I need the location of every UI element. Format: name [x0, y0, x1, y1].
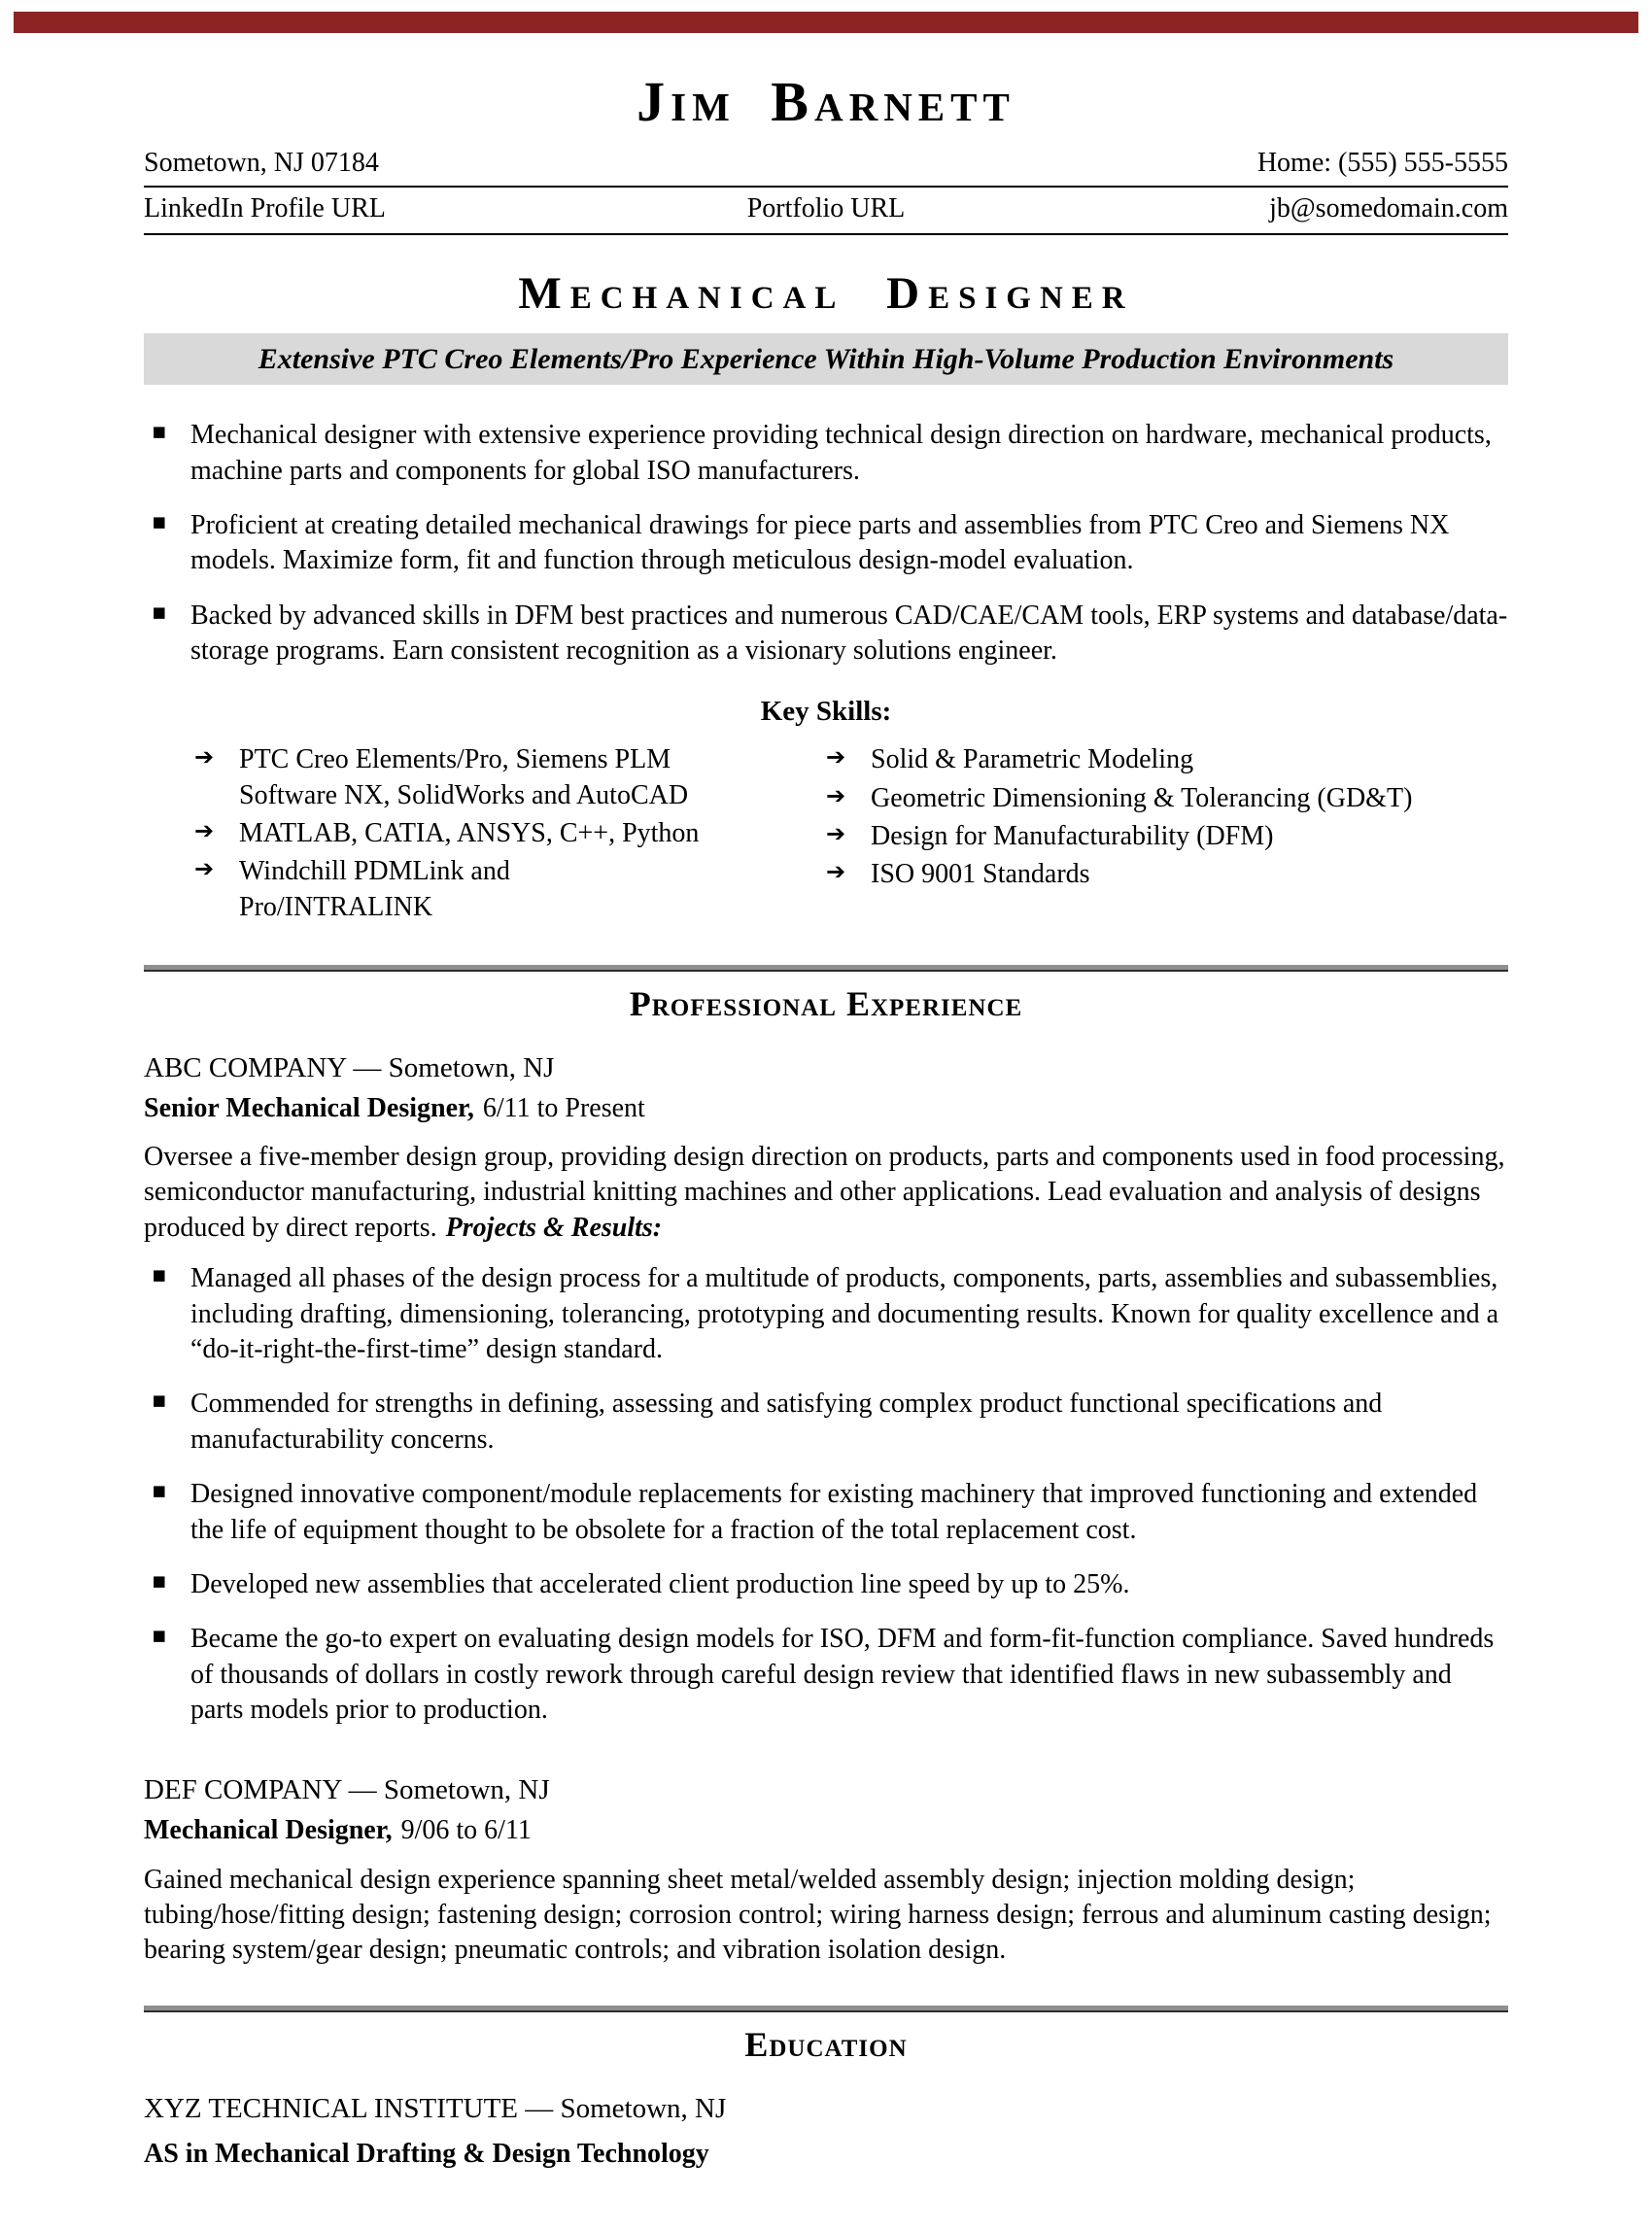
skill-item	[826, 819, 1508, 854]
section-divider	[144, 965, 1508, 972]
skill-text: ISO 9001 Standards	[871, 859, 1090, 890]
arrow-bullet-icon: ➔	[194, 855, 215, 883]
experience-heading: Professional Experience	[629, 984, 1023, 1024]
arrow-bullet-icon: ➔	[826, 781, 846, 809]
experience-bullet-text: Became the go-to expert on evaluating design models for ISO, DFM and form-fit-function compliance. Saved hundreds of thousands of dollars in costly rework through careful design review that identified flaws in new subassembly and parts models prior to production.	[190, 1624, 1495, 1726]
job-description-text: Oversee a five-member design group, providing design direction on products, parts and components used in food processing, semiconductor manufacturing, industrial knitting machines and other applications. Lead evaluation and analysis of designs produced by direct reports.	[144, 1141, 1505, 1243]
job-title-line	[144, 1813, 1508, 1848]
experience-bullet-text: Designed innovative component/module replacements for existing machinery that improved functioning and extended the life of equipment thought to be obsolete for a fraction of the total replacement cost.	[190, 1479, 1478, 1545]
resume-document	[0, 70, 1652, 2231]
skill-item	[194, 742, 826, 813]
experience-bullet-list	[144, 1261, 1508, 1728]
square-bullet-icon: ▪	[152, 1623, 167, 1649]
skill-item	[826, 742, 1508, 777]
square-bullet-icon: ▪	[152, 1388, 167, 1414]
resume-title: Mechanical Designer	[518, 267, 1134, 319]
job-entry	[144, 1772, 1508, 1968]
education-degree: AS in Mechanical Drafting & Design Technology	[144, 2139, 709, 2170]
contact-phone: Home: (555) 555-5555	[1256, 148, 1508, 178]
job-entry	[144, 1050, 1508, 1729]
skill-text: PTC Creo Elements/Pro, Siemens PLM Software NX, SolidWorks and AutoCAD	[239, 744, 689, 810]
candidate-name: Jim Barnett	[637, 70, 1015, 133]
linkedin-link[interactable]: LinkedIn Profile URL	[144, 193, 386, 224]
arrow-bullet-icon: ➔	[194, 816, 215, 844]
projects-results-label: Projects & Results:	[445, 1212, 663, 1243]
email-link[interactable]: jb@somedomain.com	[1269, 193, 1508, 224]
education-heading: Education	[744, 2024, 908, 2064]
accent-top-bar	[14, 12, 1638, 33]
summary-bullet-text: Mechanical designer with extensive experience providing technical design direction on hardware, mechanical products, machine parts and components for global ISO manufacturers.	[190, 420, 1492, 486]
summary-bullet	[144, 599, 1508, 669]
job-description-text: Gained mechanical design experience spanning sheet metal/welded assembly design; injection molding design; tubing/hose/fitting design; fastening design; corrosion control; wiring harness design; ferrous and aluminum casting design; bearing system/gear design; pneumatic controls; and vibration isolation design.	[144, 1864, 1492, 1966]
section-divider	[144, 2006, 1508, 2012]
arrow-bullet-icon: ➔	[826, 743, 846, 772]
summary-bullet	[144, 508, 1508, 579]
experience-bullet	[144, 1622, 1508, 1728]
skill-item	[194, 854, 826, 925]
skill-item	[826, 781, 1508, 816]
key-skills-right-column	[826, 742, 1508, 928]
experience-bullet-text: Commended for strengths in defining, assessing and satisfying complex product functional specifications and manufacturability concerns.	[190, 1389, 1383, 1455]
summary-bullet	[144, 418, 1508, 489]
job-description	[144, 1140, 1508, 1246]
summary-list	[144, 418, 1508, 669]
square-bullet-icon: ▪	[152, 1567, 167, 1594]
square-bullet-icon: ▪	[152, 1262, 167, 1288]
skill-item	[194, 816, 826, 851]
job-title: Mechanical Designer,	[144, 1815, 393, 1846]
skill-text: Design for Manufacturability (DFM)	[871, 820, 1274, 851]
arrow-bullet-icon: ➔	[194, 743, 215, 772]
contact-row-primary	[144, 146, 1508, 188]
key-skills-heading: Key Skills:	[760, 696, 892, 728]
company-name: ABC COMPANY — Sometown, NJ	[144, 1051, 555, 1083]
square-bullet-icon: ▪	[152, 419, 167, 445]
job-title: Senior Mechanical Designer,	[144, 1092, 474, 1123]
job-description	[144, 1863, 1508, 1969]
contact-location: Sometown, NJ 07184	[144, 148, 379, 178]
key-skills-section	[144, 742, 1508, 928]
experience-bullet-text: Developed new assemblies that accelerated client production line speed by up to 25%.	[190, 1568, 1130, 1599]
skill-item	[826, 857, 1508, 892]
company-name: DEF COMPANY — Sometown, NJ	[144, 1774, 550, 1806]
experience-bullet	[144, 1261, 1508, 1367]
key-skills-left-column	[194, 742, 826, 928]
contact-row-links	[144, 188, 1508, 234]
job-dates: 6/11 to Present	[482, 1092, 645, 1123]
experience-bullet-text: Managed all phases of the design process for a multitude of products, components, parts, assemblies and subassemblies, including drafting, dimensioning, tolerancing, prototyping and documenting results. Known for quality excellence and a “do-it-right-the-first-time” design standard.	[190, 1263, 1499, 1364]
portfolio-link[interactable]: Portfolio URL	[746, 193, 906, 224]
square-bullet-icon: ▪	[152, 508, 167, 534]
skill-text: Windchill PDMLink and Pro/INTRALINK	[239, 856, 510, 922]
experience-bullet	[144, 1477, 1508, 1548]
job-title-line	[144, 1091, 1508, 1126]
experience-bullet	[144, 1567, 1508, 1602]
job-dates: 9/06 to 6/11	[400, 1815, 532, 1846]
square-bullet-icon: ▪	[152, 599, 167, 625]
arrow-bullet-icon: ➔	[826, 858, 846, 886]
skill-text: MATLAB, CATIA, ANSYS, C++, Python	[239, 817, 700, 848]
square-bullet-icon: ▪	[152, 1478, 167, 1504]
tagline-banner: Extensive PTC Creo Elements/Pro Experience Within High-Volume Production Environments	[144, 333, 1508, 385]
arrow-bullet-icon: ➔	[826, 819, 846, 847]
education-school: XYZ TECHNICAL INSTITUTE — Sometown, NJ	[144, 2092, 727, 2124]
experience-bullet	[144, 1387, 1508, 1458]
skill-text: Geometric Dimensioning & Tolerancing (GD&T)	[871, 782, 1413, 813]
skill-text: Solid & Parametric Modeling	[871, 744, 1194, 775]
summary-bullet-text: Proficient at creating detailed mechanical drawings for piece parts and assemblies from PTC Creo and Siemens NX models. Maximize form, fit and function through meticulous design-model evaluation.	[190, 509, 1450, 576]
summary-bullet-text: Backed by advanced skills in DFM best practices and numerous CAD/CAE/CAM tools, ERP systems and database/data-storage programs. Earn consistent recognition as a visionary solutions engineer.	[190, 600, 1508, 667]
